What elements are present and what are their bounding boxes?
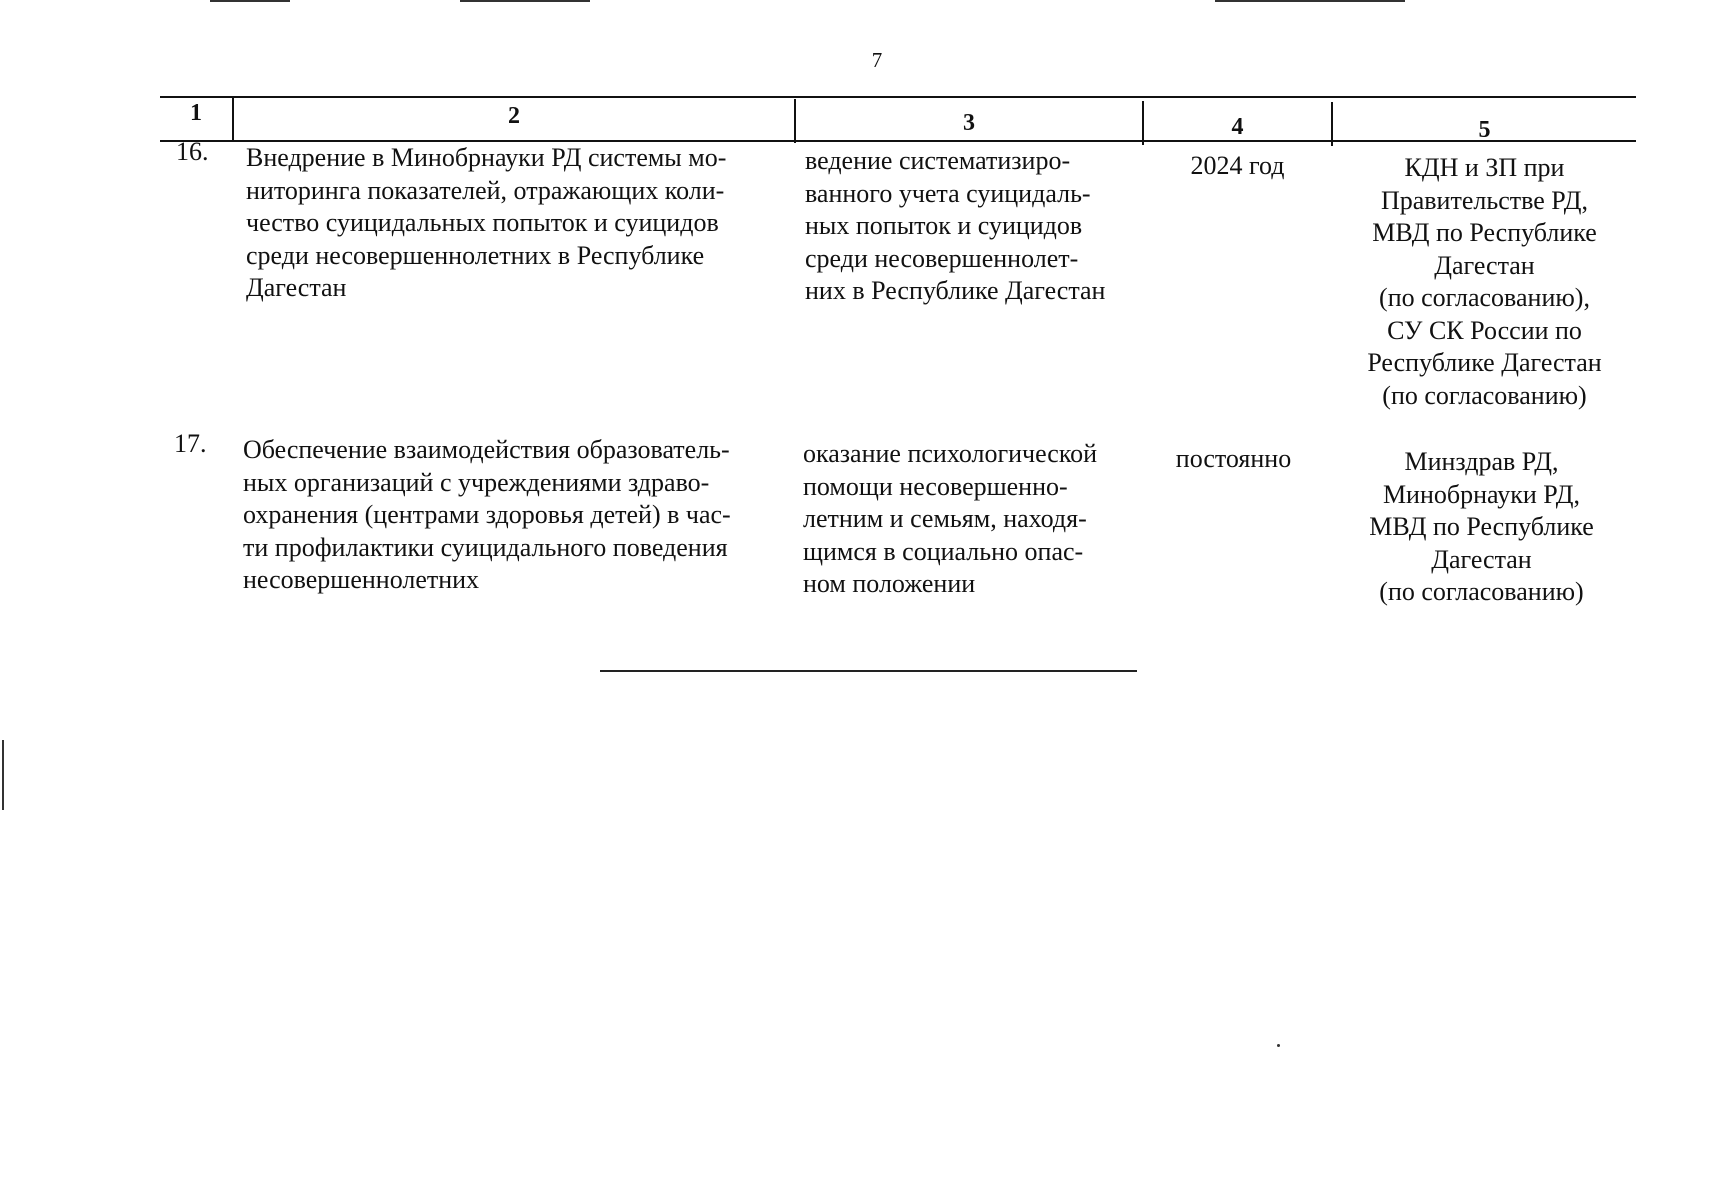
measure-line: ти профилактики суицидального поведения (243, 532, 728, 562)
measure-line: ных организаций с учреждениями здраво- (243, 467, 710, 497)
scan-top-mark (210, 0, 290, 2)
row-number: 17. (174, 429, 207, 458)
result-line: летним и семьям, находя- (803, 504, 1087, 533)
header-top-border (160, 96, 1636, 98)
responsible-line: КДН и ЗП при (1404, 153, 1565, 182)
result-line: помощи несовершенно- (803, 471, 1068, 501)
responsible-line: Республике Дагестан (1367, 348, 1602, 377)
result-line: ведение систематизиро- (805, 146, 1071, 175)
responsible-text (1333, 152, 1636, 412)
result-text (803, 438, 1130, 601)
result-line: оказание психологической (803, 439, 1098, 468)
measure-line: чество суицидальных попыток и суицидов (246, 208, 719, 237)
responsible-line: Минобрнауки РД, (1382, 479, 1581, 509)
page-number: 7 (871, 48, 883, 72)
measure-text (243, 434, 780, 597)
result-line: ных попыток и суицидов (805, 211, 1083, 240)
result-line: щимся в социально опас- (803, 536, 1084, 566)
header-col-3: 3 (963, 110, 975, 136)
header-col-2: 2 (508, 103, 520, 129)
measure-line: среди несовершеннолетних в Республике (246, 240, 705, 270)
result-line: среди несовершеннолет- (805, 243, 1079, 273)
scan-top-mark (1215, 0, 1405, 2)
responsible-line: Дагестан (1431, 544, 1532, 574)
responsible-line: СУ СК России по (1387, 315, 1582, 345)
responsible-line: МВД по Республике (1372, 218, 1597, 247)
header-col-1: 1 (190, 100, 202, 126)
header-col-4: 4 (1231, 114, 1244, 140)
scan-top-mark (460, 0, 590, 2)
measure-text (246, 142, 783, 305)
header-col-5: 5 (1478, 117, 1491, 143)
responsible-text (1330, 446, 1633, 609)
end-of-document-rule (600, 670, 1137, 672)
result-text (805, 145, 1132, 308)
measure-line: Дагестан (246, 273, 347, 302)
measure-line: несовершеннолетних (243, 565, 480, 594)
responsible-line: Правительстве РД, (1380, 185, 1589, 215)
scan-dot (1277, 1044, 1280, 1047)
responsible-line: Дагестан (1434, 250, 1535, 280)
responsible-line: (по согласованию), (1379, 283, 1590, 312)
responsible-line: (по согласованию) (1379, 577, 1584, 606)
result-line: ном положении (803, 569, 976, 598)
row-number: 16. (176, 137, 209, 166)
measure-line: Обеспечение взаимодействия образователь- (243, 435, 730, 464)
scan-edge-mark (2, 740, 4, 810)
measure-line: охранения (центрами здоровья детей) в час- (243, 500, 731, 529)
result-line: ванного учета суицидаль- (805, 178, 1091, 208)
term-text: постоянно (1175, 444, 1292, 473)
responsible-line: (по согласованию) (1382, 380, 1587, 410)
measure-line: ниторинга показателей, отражающих коли- (246, 175, 725, 205)
measure-line: Внедрение в Минобрнауки РД системы мо- (246, 143, 727, 172)
term-text: 2024 год (1190, 151, 1285, 180)
result-line: них в Республике Дагестан (805, 276, 1106, 305)
responsible-line: Минздрав РД, (1404, 447, 1559, 476)
responsible-line: МВД по Республике (1369, 512, 1594, 541)
